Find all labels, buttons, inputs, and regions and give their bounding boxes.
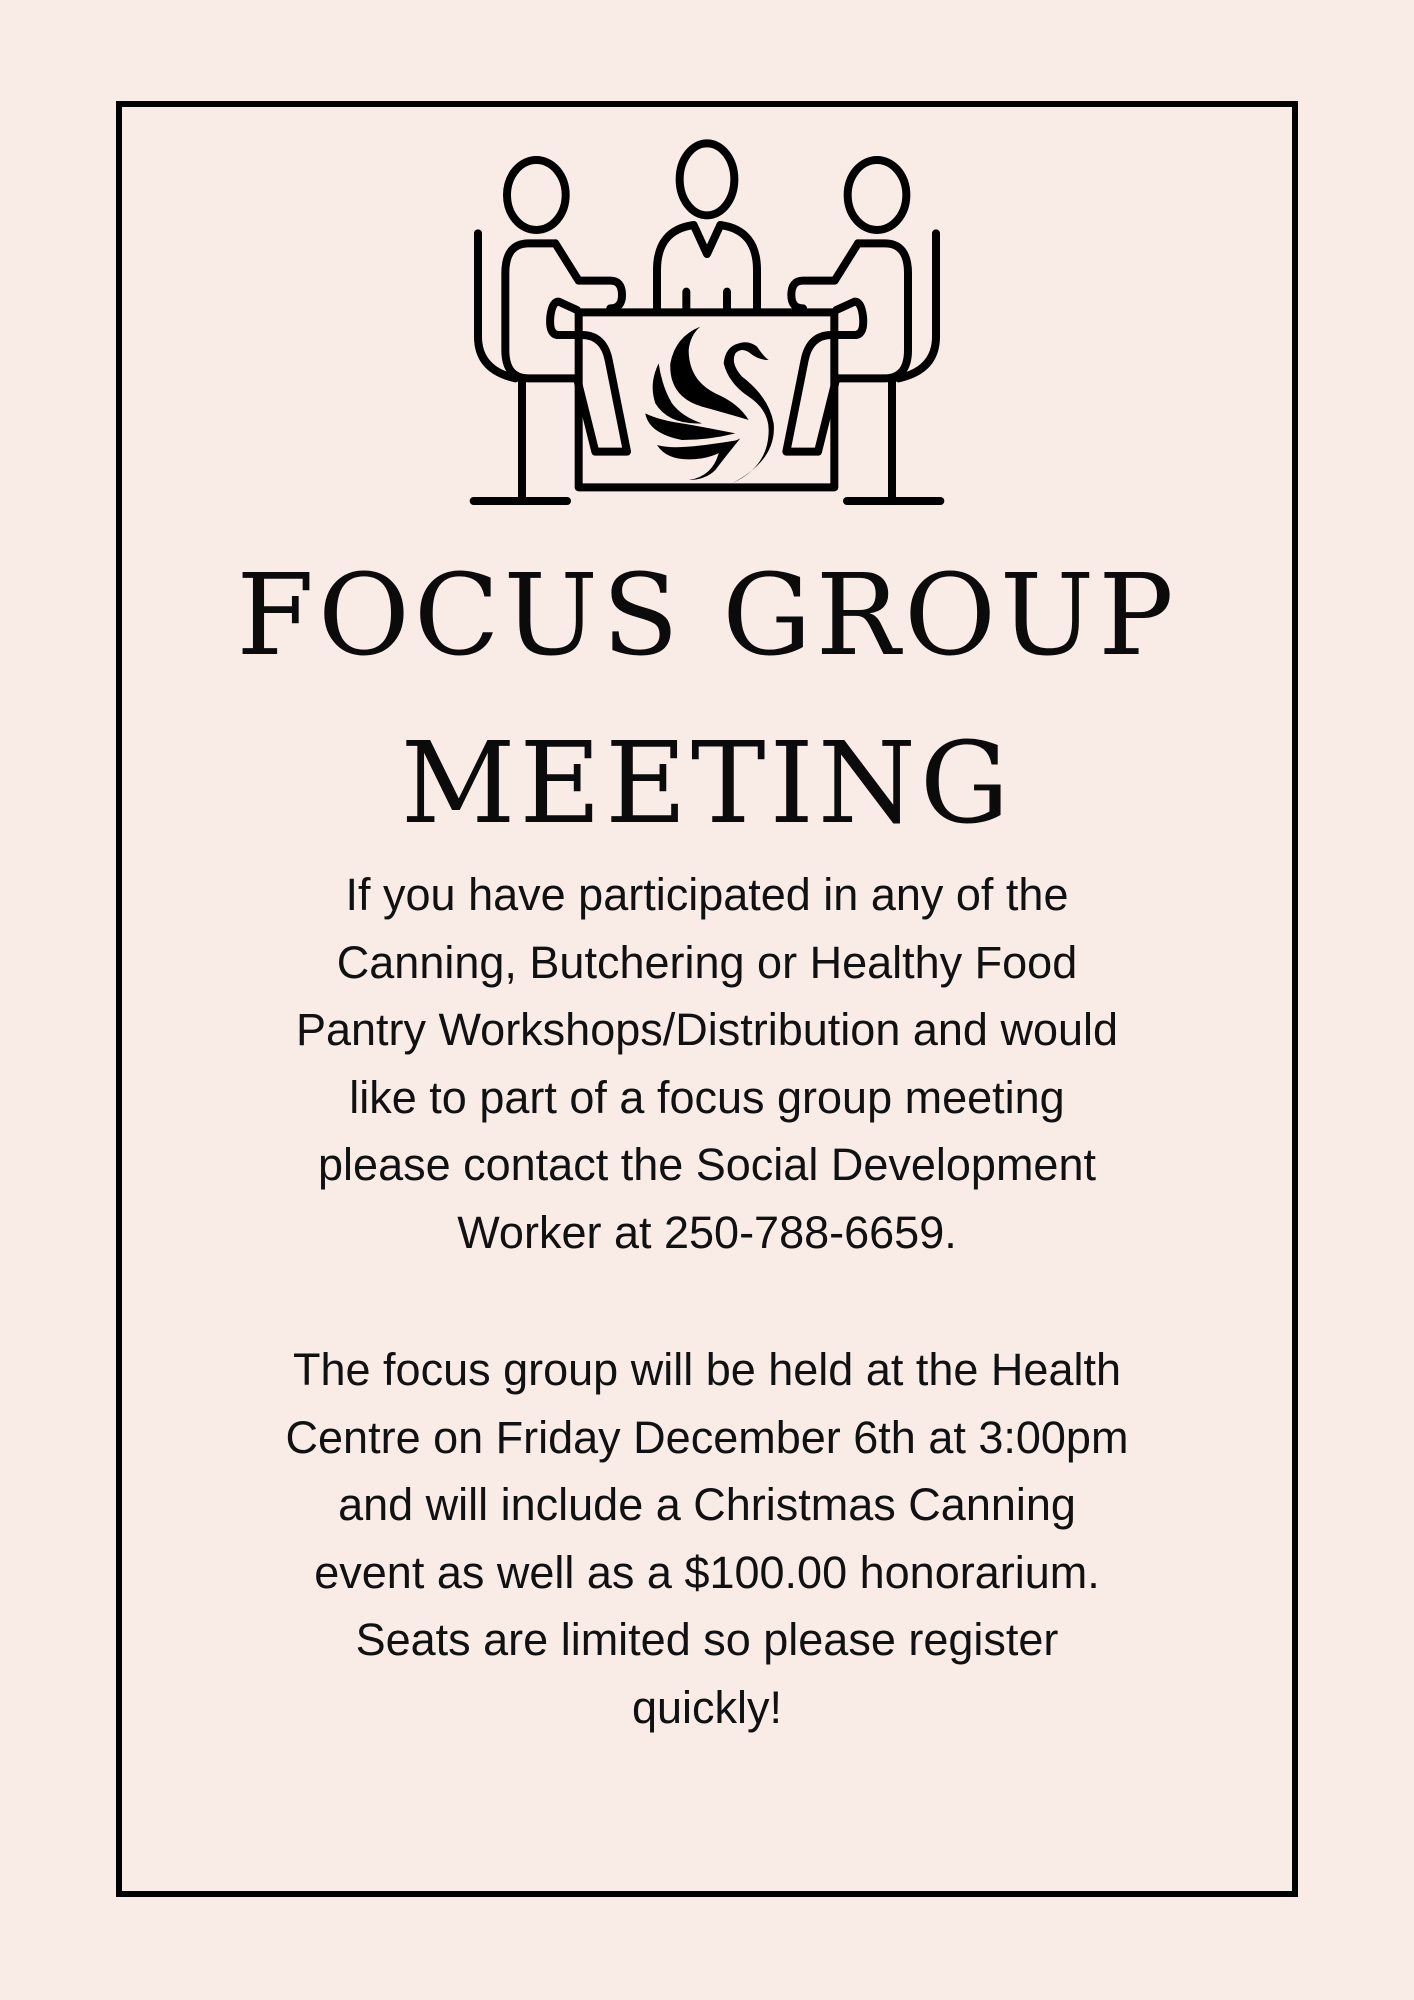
- text-line: quickly!: [631, 1681, 783, 1733]
- title-line-1: FOCUS GROUP: [236, 551, 1178, 681]
- text-line: Pantry Workshops/Distribution and would: [295, 1004, 1119, 1055]
- text-line: If you have participated in any of the: [345, 869, 1069, 920]
- text-line: Canning, Butchering or Healthy Food: [336, 936, 1078, 988]
- text-line: Worker at 250-788-6659.: [457, 1206, 957, 1258]
- meeting-table-icon: [400, 130, 1020, 530]
- text-line: The focus group will be held at the Health: [293, 1344, 1121, 1395]
- text-line: and will include a Christmas Canning: [338, 1479, 1076, 1530]
- paragraph-event-details: [190, 1336, 1224, 1741]
- text-line: like to part of a focus group meeting: [349, 1071, 1065, 1123]
- text-line: please contact the Social Development: [318, 1139, 1096, 1190]
- text-line: Seats are limited so please register: [355, 1614, 1059, 1665]
- text-line: event as well as a $100.00 honorarium.: [314, 1546, 1100, 1598]
- title-line-2: MEETING: [400, 719, 1014, 849]
- paragraph-contact: [190, 861, 1224, 1266]
- swan-logo-icon: [645, 327, 774, 484]
- text-line: Centre on Friday December 6th at 3:00pm: [285, 1411, 1129, 1463]
